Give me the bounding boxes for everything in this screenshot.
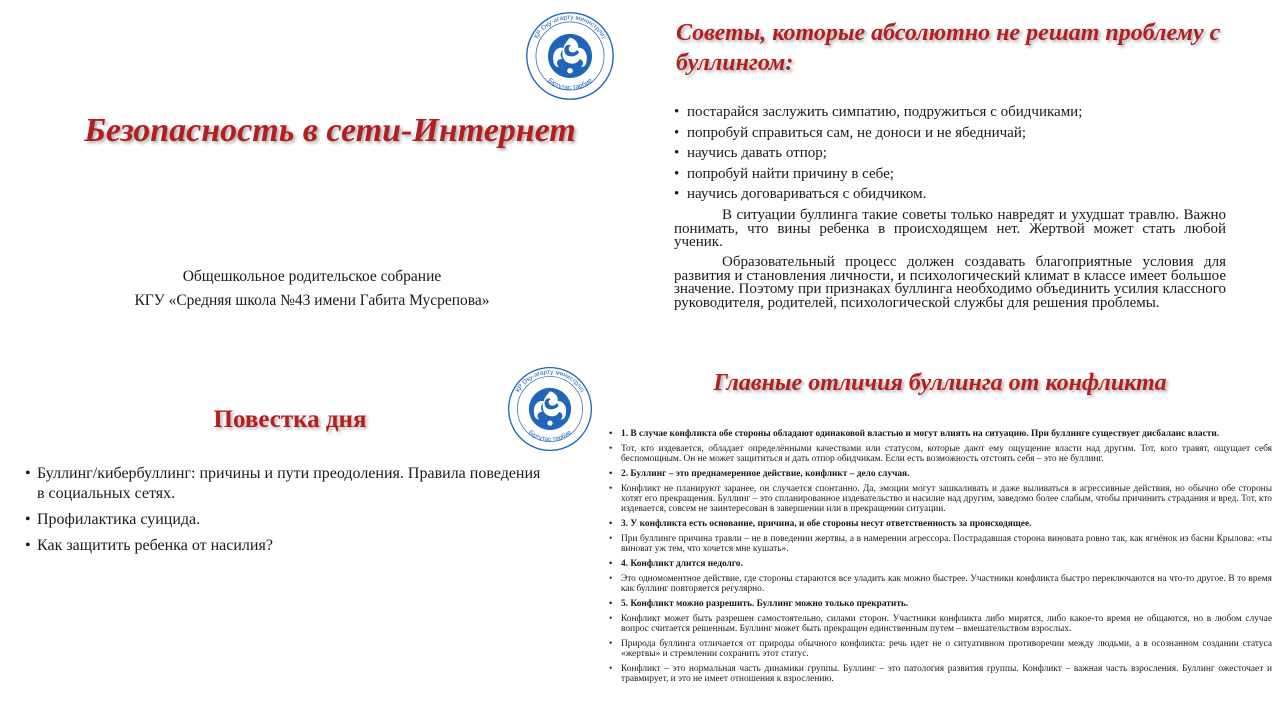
logo-top-text: ҚР Оқу-ағарту министрлігі: [533, 14, 607, 40]
list-item: • Это одномоментное действие, где стороны стараются все уладить как можно быстрее. Участники конфликта быстро переключаются на что-то другое. В то время как буллинг повторяется регулярно.: [607, 575, 1272, 595]
list-item: • Тот, кто издевается, обладает определёнными качествами или статусом, которые дают ему ощущение власти над другим. Тот, кого травят, ощущает себя беспомощным. Он не может защититься и дать отпор обидчикам. Если есть возможность отстоять себя – это не буллинг.: [607, 445, 1272, 465]
list-item: • попробуй найти причину в себе;: [674, 164, 1234, 185]
list-item: • Конфликт – это нормальная часть динамики группы. Буллинг – это патология развития группы. Конфликт – важная часть взросления. Буллинг ожесточает и травмирует, и это не имеет отношения к взрослению.: [607, 665, 1272, 685]
slide2-title: Советы, которые абсолютно не решат проблему с буллингом:: [676, 20, 1221, 76]
logo-bottom-text: Біртұтас тәрбие: [546, 77, 594, 92]
slide2-paragraph1: В ситуации буллинга такие советы только навредят и ухудшат травлю. Важно понимать, что вины ребенка в происходящем нет. Жертвой может стать любой ученик.: [674, 207, 1226, 251]
slide3-title: Повестка дня: [213, 406, 367, 433]
agenda-item: • Профилактика суицида.: [25, 510, 545, 530]
logo-bottom-text: Біртұтас тәрбие: [527, 429, 573, 444]
agenda-item: • Буллинг/кибербуллинг: причины и пути преодоления. Правила поведения в социальных сетях.: [25, 464, 545, 504]
list-item: • 4. Конфликт длится недолго.: [607, 560, 1272, 570]
agenda-list: [25, 464, 545, 562]
list-item: • 1. В случае конфликта обе стороны обладают одинаковой властью и могут влиять на ситуацию. При буллинге существует дисбаланс власти.: [607, 430, 1272, 440]
list-item: • При буллинге причина травли – не в поведении жертвы, а в намерении агрессора. Пострадавшая сторона виновата ровно так, как ягнёнок из басни Крылова: «ты виноват уж тем, что хочется мне кушать».: [607, 535, 1272, 555]
list-item: • 2. Буллинг – это преднамеренное действие, конфликт – дело случая.: [607, 470, 1272, 480]
slide4-title: Главные отличия буллинга от конфликта: [713, 370, 1167, 396]
list-item: • 5. Конфликт можно разрешить. Буллинг можно только прекратить.: [607, 600, 1272, 610]
list-item: • 3. У конфликта есть основание, причина, и обе стороны несут ответственность за происходящее.: [607, 520, 1272, 530]
slide2-paragraph2: Образовательный процесс должен создавать благоприятные условия для развития и становления личности, и психологический климат в классе имеет большое значение. Поэтому при признаках буллинга необходимо объединить усилия классного руководителя, родителей, психологической службы для решения проблемы.: [674, 254, 1226, 311]
differences-list: [607, 430, 1272, 690]
list-item: • научись давать отпор;: [674, 143, 1234, 164]
slide1-subtitle-line1: Общешкольное родительское собрание: [182, 268, 442, 285]
list-item: • постарайся заслужить симпатию, подружиться с обидчиками;: [674, 102, 1234, 123]
slide2-bullet-list: [674, 102, 1234, 205]
list-item: • Конфликт не планируют заранее, он случается спонтанно. Да, эмоции могут зашкаливать и даже выливаться в агрессивные действия, но обычно обе стороны хотят его прекращения. Буллинг – это спланированное издевательство и насилие над другим, заведомо более слабым, чтобы причинить страдания и вред. Тот, кто издевается, совсем не заинтересован в завершении или в прекращении ситуации.: [607, 485, 1272, 515]
ministry-logo: [506, 365, 594, 453]
slide1-title: Безопасность в сети-Интернет: [84, 112, 576, 149]
logo-top-text: ҚР Оқу-ағарту министрлігі: [514, 368, 586, 394]
list-item: • научись договариваться с обидчиком.: [674, 184, 1234, 205]
ministry-logo: [524, 10, 616, 102]
agenda-item: • Как защитить ребенка от насилия?: [25, 536, 545, 556]
list-item: • Природа буллинга отличается от природы обычного конфликта: речь идет не о ситуативном противоречии между людьми, а в осознанном создании статуса «жертвы» и стремлении сохранить этот статус.: [607, 640, 1272, 660]
list-item: • Конфликт может быть разрешен самостоятельно, силами сторон. Участники конфликта либо мирятся, либо какое-то время не общаются, но в любом случае вопрос считается решенным. Буллинг может быть прекращен единственным путем – вмешательством взрослых.: [607, 615, 1272, 635]
slide1-subtitle-line2: КГУ «Средняя школа №43 имени Габита Мусрепова»: [134, 292, 490, 309]
list-item: • попробуй справиться сам, не доноси и не ябедничай;: [674, 123, 1234, 144]
